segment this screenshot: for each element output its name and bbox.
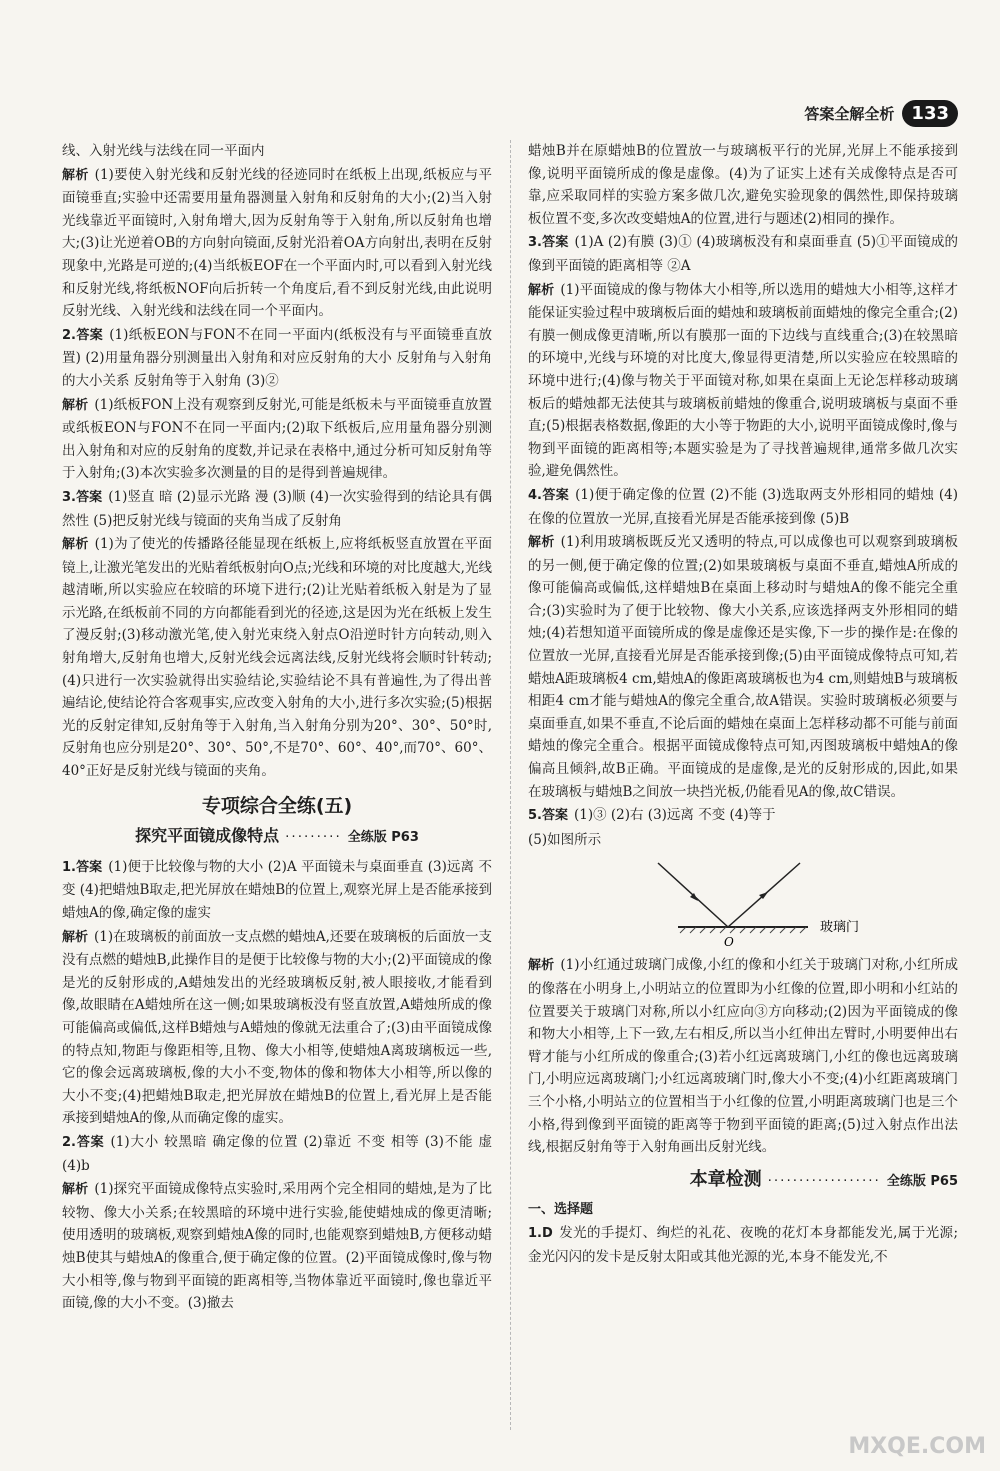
mirror-label: 玻璃门 (820, 920, 860, 936)
label-analysis: 解析 (62, 397, 89, 413)
label-answer: 3.答案 (62, 489, 103, 505)
text: (1)平面镜成的像与物体大小相等,所以选用的蜡烛大小相等,这样才能保证实验过程中玻璃板后面的蜡烛和玻璃板前面蜡烛的像完全重合;(2)有膜一侧成像更清晰,所以有膜那一面的下边线与直线重合;(3)在较黑暗的环境中,光线与环境的对比度大,像显得更清楚,所以实验应在较黑暗的环境中进行;(4)像与物关于平面镜对称,如果在桌面上无论怎样移动玻璃板后的蜡烛都无法使其与玻璃板前蜡烛的像重合,说明玻璃板与桌面不垂直;(5)根据表格数据,像距的大小等于物距的大小,说明平面镜成像时,像与物到平面镜的距离相等;本题实验是为了寻找普遍规律,通常多做几次实验,避免偶然性。 (528, 281, 958, 480)
text: (1)便于比较像与物的大小 (2)A 平面镜未与桌面垂直 (3)远离 不变 (4)把蜡烛B取走,把光屏放在蜡烛B的位置上,观察光屏上是否能承接到蜡烛A的像,确定像的虚实 (62, 858, 492, 921)
text: (1)为了使光的传播路径能显现在纸板上,应将纸板竖直放置在平面镜上,让激光笔发出的光贴着纸板射向O点;光线和环境的对比度越大,光线越清晰,所以实验应在较暗的环境下进行;(2)让光贴着纸板入射是为了显示光路,在纸板前不同的方向都能看到光的径迹,这是因为光在纸板上发生了漫反射;(3)移动激光笔,使入射光束绕入射点O沿逆时针方向转动,则入射角增大,反射角也增大,反射光线会远离法线,反射光线将会顺时针转动;(4)只进行一次实验就得出实验结论,实验结论不具有普遍性,为了得出普遍结论,使结论符合客观事实,应改变入射角的大小,进行多次实验;(5)根据光的反射定律知,反射角等于入射角,当入射角分别为20°、30°、50°时,反射角也应分别是20°、30°、50°,不是70°、60°、40°,而70°、60°、40°正好是反射光线与镜面的夹角。 (62, 536, 492, 780)
right-column (528, 140, 958, 1269)
point-o-label: O (724, 935, 734, 950)
paragraph (528, 829, 958, 852)
section-subtitle (62, 825, 492, 850)
text: (1)探究平面镜成像特点实验时,采用两个完全相同的蜡烛,是为了比较物、像大小关系;在较黑暗的环境中进行实验,能使蜡烛成的像更清晰;使用透明的玻璃板,观察到蜡烛A像的同时,也能观察到蜡烛B,方便移动蜡烛B使其与蜡烛A的像重合,便于确定像的位置。(2)平面镜成像时,像与物大小相等,像与物到平面镜的距离相等,当物体靠近平面镜时,像也靠近平面镜,像的大小不变。(3)撤去 (62, 1181, 492, 1312)
text: 线、入射光线与法线在同一平面内 (62, 143, 265, 159)
paragraph (62, 926, 492, 1130)
text: (1)A (2)有膜 (3)① (4)玻璃板没有和桌面垂直 (5)①平面镜成的像到平面镜的距离相等 ②A (528, 234, 958, 274)
part-heading: 一、选择题 (528, 1202, 594, 1218)
label-analysis: 解析 (528, 282, 555, 298)
paragraph (528, 484, 958, 530)
paragraph (62, 1178, 492, 1315)
text: (1)小红通过玻璃门成像,小红的像和小红关于玻璃门对称,小红所成的像落在小明身上,小明站立的位置即为小红像的位置,即小明和小红站的位置要关于玻璃门对称,所以小红应向③方向移动;(2)因为平面镜成的像和物大小相等,上下一致,左右相反,所以当小红伸出左臂时,小明要伸出右臂才能与小红所成的像重合;(3)若小红远离玻璃门,小红的像也远离玻璃门,小明应远离玻璃门;小红远离玻璃门时,像大小不变;(4)小红距离玻璃门三个小格,小明站立的位置相当于小红像的位置,小明距离玻璃门也是三个小格,得到像到平面镜的距离等于物到平面镜的距离;(5)过入射点作出法线,根据反射角等于入射角画出反射光线。 (528, 957, 958, 1156)
text: (1)利用玻璃板既反光又透明的特点,可以成像也可以观察到玻璃板的另一侧,便于确定像的位置;(2)如果玻璃板与桌面不垂直,蜡烛A所成的像可能偏高或偏低,这样蜡烛B在桌面上移动时与蜡烛A的像不能完全重合;(3)实验时为了便于比较物、像大小关系,应该选择两支外形相同的蜡烛;(4)若想知道平面镜所成的像是虚像还是实像,下一步的操作是:在像的位置放一光屏,直接看光屏是否能承接到像;(5)由平面镜成像特点可知,若蜡烛A距玻璃板4 cm,蜡烛A的像距离玻璃板也为4 cm,则蜡烛B与玻璃板相距4 cm才能与蜡烛A的像完全重合,故A错误。实验时玻璃板必须要与桌面垂直,如果不垂直,不论后面的蜡烛在桌面上怎样移动都不可能与前面蜡烛的像完全重合。根据平面镜成像特点可知,丙图玻璃板中蜡烛A的像偏高且倾斜,故B正确。平面镜成的是虚像,是光的反射形成的,因此,如果在玻璃板与蜡烛B之间放一块挡光板,仍能看见A的像,故C错误。 (528, 534, 958, 800)
text: 蜡烛B并在原蜡烛B的位置放一与玻璃板平行的光屏,光屏上不能承接到像,说明平面镜所成的像是虚像。(4)为了证实上述有关成像特点是否可靠,应采取同样的实验方案多做几次,避免实验现象的偶然性,即保持玻璃板位置不变,多次改变蜡烛A的位置,进行与题述(2)相同的操作。 (528, 143, 958, 227)
section-ref: 全练版 P63 (347, 830, 419, 846)
chapter-title (528, 1169, 958, 1194)
label-analysis: 解析 (62, 1182, 89, 1198)
text: (1)纸板FON上没有观察到反射光,可能是纸板未与平面镜垂直放置或纸板EON与FON不在同一平面内;(2)取下纸板后,应用量角器分别测出入射角和对应的反射角的度数,并记录在表格中,通过分析可知反射角等于入射角;(3)本次实验多次测量的目的是得到普遍规律。 (62, 396, 492, 482)
paragraph (528, 954, 958, 1158)
header-title: 答案全解全析 (804, 104, 895, 123)
reflection-figure (528, 855, 958, 950)
chapter-ref: 全练版 P65 (886, 1173, 958, 1189)
leader-dots: ·················· (767, 1172, 881, 1189)
paragraph (62, 1131, 492, 1177)
text: 发光的手提灯、绚烂的礼花、夜晚的花灯本身都能发光,属于光源;金光闪闪的发卡是反射太阳或其他光源的光,本身不能发光,不 (528, 1224, 958, 1265)
left-column (62, 140, 492, 1316)
paragraph (62, 486, 492, 532)
label-answer: 2.答案 (62, 1134, 105, 1150)
label-analysis: 解析 (62, 537, 89, 553)
text: (1)③ (2)右 (3)远离 不变 (4)等于 (573, 807, 776, 824)
paragraph (528, 140, 958, 230)
text: (1)纸板EON与FON不在同一平面内(纸板没有与平面镜垂直放置) (2)用量角器分别测量出入射角和对应反射角的大小 反射角与入射角的大小关系 反射角等于入射角 (3)② (62, 326, 493, 389)
label-answer: 1.D (528, 1225, 553, 1241)
paragraph (528, 1222, 958, 1268)
label-answer: 2.答案 (62, 327, 104, 343)
label-answer: 3.答案 (528, 235, 569, 251)
text: (5)如图所示 (528, 831, 602, 848)
label-analysis: 解析 (528, 958, 555, 974)
text: (1)大小 较黑暗 确定像的位置 (2)靠近 不变 相等 (3)不能 虚 (4)b (62, 1133, 492, 1174)
paragraph (528, 804, 958, 828)
label-analysis: 解析 (62, 167, 89, 183)
watermark: MXQE.COM (848, 1434, 986, 1459)
leader-dots: ········· (285, 829, 342, 846)
paragraph (528, 531, 958, 803)
label-answer: 1.答案 (62, 859, 103, 875)
paragraph (528, 231, 958, 277)
text: (1)竖直 暗 (2)显示光路 漫 (3)顺 (4)一次实验得到的结论具有偶然性 (5)把反射光线与镜面的夹角当成了反射角 (62, 488, 493, 529)
text: (1)便于确定像的位置 (2)不能 (3)选取两支外形相同的蜡烛 (4)在像的位置放一光屏,直接看光屏是否能承接到像 (5)B (528, 486, 959, 527)
section-title: 专项综合全练(五) (201, 794, 353, 817)
paragraph (62, 164, 492, 323)
label-answer: 5.答案 (528, 808, 568, 824)
label-answer: 4.答案 (528, 487, 570, 503)
label-analysis: 解析 (528, 535, 555, 551)
paragraph (62, 324, 492, 393)
reflection-diagram (528, 855, 958, 950)
paragraph (62, 533, 492, 783)
paragraph (62, 394, 492, 485)
page-header (804, 96, 958, 130)
paragraph (62, 140, 492, 163)
label-analysis: 解析 (62, 929, 89, 945)
section-subtitle-text: 探究平面镜成像特点 (135, 826, 280, 846)
page-number: 133 (902, 100, 958, 127)
text: (1)要使入射光线和反射光线的径迹同时在纸板上出现,纸板应与平面镜垂直;实验中还需要用量角器测量入射角和反射角的大小;(2)当入射光线靠近平面镜时,入射角增大,因为反射角等于入射角,所以反射角也增大;(3)让光逆着OB的方向射向镜面,反射光沿着OA方向射出,表明在反射现象中,光路是可逆的;(4)当纸板EOF在一个平面内时,可以看到入射光线和反射光线,将纸板NOF向后折转一个角度后,看不到反射光线,由此说明反射光线、入射光线和法线在同一个平面内。 (62, 166, 492, 320)
paragraph (62, 856, 492, 925)
chapter-title-text: 本章检测 (689, 1168, 762, 1190)
text: (1)在玻璃板的前面放一支点燃的蜡烛A,还要在玻璃板的后面放一支没有点燃的蜡烛B,此操作目的是便于比较像与物的大小;(2)平面镜成的像是光的反射形成的,A蜡烛发出的光经玻璃板反射,被人眼接收,才能看到像,故眼睛在A蜡烛所在这一侧;如果玻璃板没有竖直放置,A蜡烛所成的像可能偏高或偏低,这样B蜡烛与A蜡烛的像就无法重合了;(3)由平面镜成像的特点知,物距与像距相等,且物、像大小相等,使蜡烛A离玻璃板远一些,它的像会远离玻璃板,像的大小不变,物体的像和物体大小相等,所以像的大小不变;(4)把蜡烛B取走,把光屏放在蜡烛B的位置上,看光屏上是否能承接到蜡烛A的像,从而确定像的虚实。 (62, 928, 492, 1127)
column-divider (510, 140, 511, 1430)
paragraph (528, 279, 958, 483)
